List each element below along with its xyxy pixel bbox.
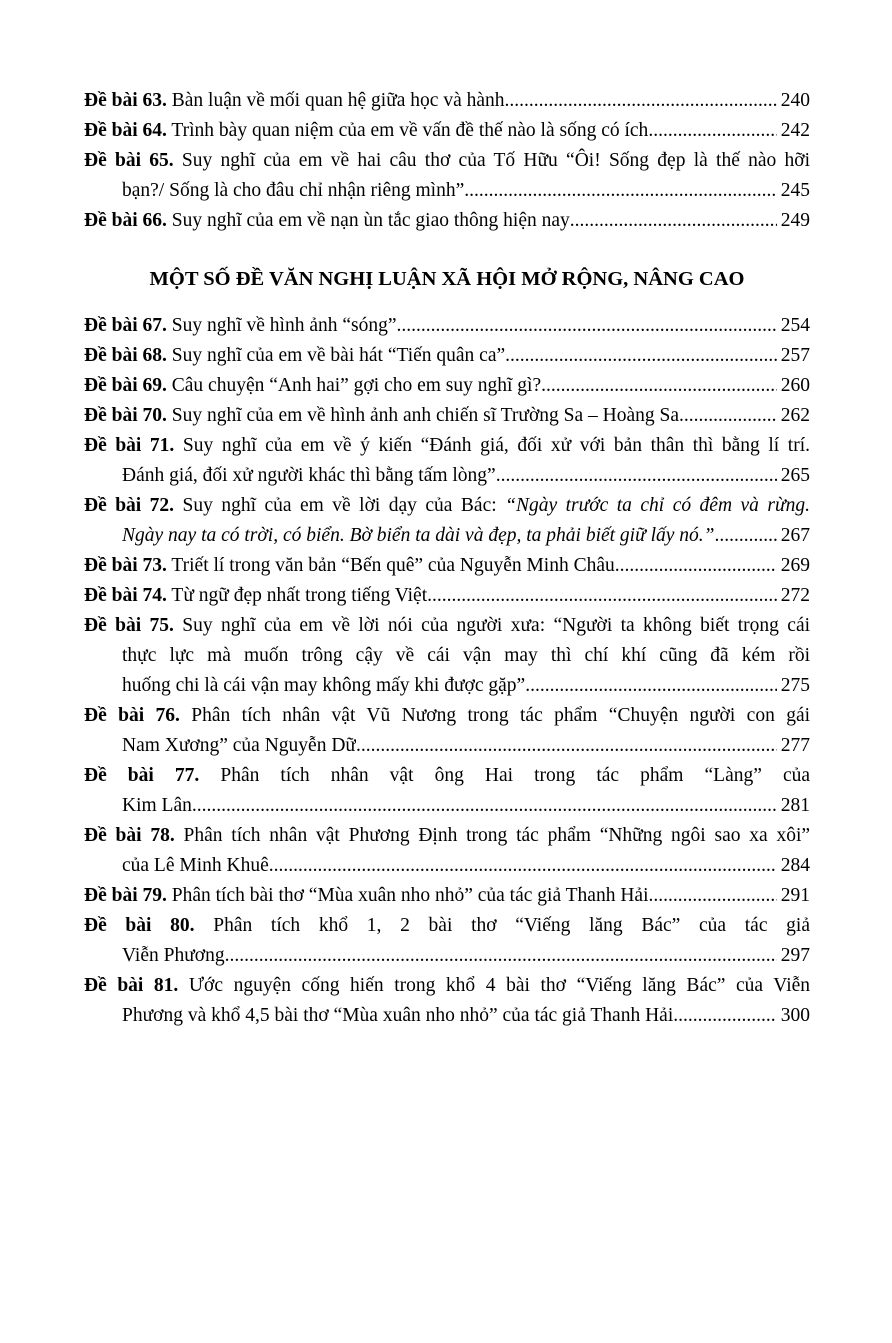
toc-entry [84,431,810,491]
toc-entry-line [122,731,810,761]
toc-entry [84,146,810,206]
toc-entry-label: Đề bài 71. [84,435,175,456]
toc-entry-label: Đề bài 74. [84,585,167,606]
toc-entry-text [122,851,269,881]
toc-entry-text-part: Bàn luận về mối quan hệ giữa học và hành [171,90,505,111]
toc-entry [84,761,810,821]
toc-entry-label: Đề bài 75. [84,615,174,636]
toc-entry-text [122,671,525,701]
toc-entry-label: Đề bài 78. [84,825,175,846]
dot-leader [192,791,777,821]
toc-entry-line [122,521,810,551]
toc-entry [84,206,810,236]
toc-entry-line [84,146,810,176]
toc-entry [84,611,810,701]
toc-entry-text [84,371,541,401]
toc-entry [84,311,810,341]
page-number: 245 [780,180,810,201]
toc-entry-label: Đề bài 72. [84,495,175,516]
toc-entry-label: Đề bài 77. [84,765,200,786]
page-number: 262 [780,405,810,426]
page-number: 300 [780,1005,810,1026]
toc-entry [84,371,810,401]
dot-leader [648,116,776,146]
dot-leader [356,731,777,761]
toc-entry-text-part: Ước nguyện cống hiến trong khổ 4 bài thơ “Viếng lăng Bác” của Viễn [188,975,810,996]
toc-entry-text-part: Suy nghĩ của em về ý kiến “Đánh giá, đối xử với bản thân thì bằng lí trí. [182,435,810,456]
toc-entry-text-part: Phân tích bài thơ “Mùa xuân nho nhỏ” của tác giả Thanh Hải [171,885,649,906]
toc-entry-label: Đề bài 66. [84,210,167,231]
dot-leader [679,401,777,431]
dot-leader [505,341,777,371]
toc-entry-text [122,521,715,551]
toc-entry-line [122,791,810,821]
toc-entry-text-part: Viễn Phương [122,945,225,966]
toc-entry-text [122,941,225,971]
toc-entry-text-part: Suy nghĩ của em về bài hát “Tiến quân ca” [171,345,506,366]
toc-entry-text-part: huống chi là cái vận may không mấy khi được gặp” [122,675,526,696]
toc-entry [84,581,810,611]
page-number: 242 [780,120,810,141]
toc-entry-label: Đề bài 63. [84,90,167,111]
toc-entry-label: Đề bài 67. [84,315,167,336]
toc-entry-text [84,881,648,911]
toc-entry-text-part: Trình bày quan niệm của em về vấn đề thế nào là sống có ích [171,120,649,141]
toc-entry-text-part: Phương và khổ 4,5 bài thơ “Mùa xuân nho nhỏ” của tác giả Thanh Hải [122,1005,674,1026]
page-number: 297 [780,945,810,966]
toc-entry-text [84,581,427,611]
toc-entry [84,821,810,881]
toc-entry-text-part: “Ngày trước ta chỉ có đêm và rừng. [505,495,810,516]
toc-entry-text [84,116,648,146]
toc-entry-label: Đề bài 68. [84,345,167,366]
toc-entry [84,701,810,761]
toc-entry-line [84,971,810,1001]
page-number: 275 [780,675,810,696]
dot-leader [525,671,777,701]
toc-entry-line [84,371,810,401]
toc-entry-text-part: Suy nghĩ của em về lời nói của người xưa: “Người ta không biết trọng cái [182,615,810,636]
toc-entry-line [122,461,810,491]
section-title: MỘT SỐ ĐỀ VĂN NGHỊ LUẬN XÃ HỘI MỞ RỘNG, NÂNG CAO [149,268,745,290]
toc-entry-text-part: Câu chuyện “Anh hai” gợi cho em suy nghĩ gì? [171,375,542,396]
toc-entry [84,116,810,146]
toc-entry-text [122,731,356,761]
toc-entry-text-part: Đánh giá, đối xử người khác thì bằng tấm lòng” [122,465,496,486]
toc-entry-text-part: Suy nghĩ của em về hai câu thơ của Tố Hữu “Ôi! Sống đẹp là thế nào hỡi [181,150,810,171]
toc-entry-text [122,791,192,821]
dot-leader [427,581,777,611]
toc-entry-text-part: Nam Xương” của Nguyễn Dữ [122,735,356,756]
toc-entry-line [84,401,810,431]
toc-entry-text [122,176,464,206]
toc-entry-line [84,86,810,116]
page-number: 281 [780,795,810,816]
toc-entry-text-part: bạn?/ Sống là cho đâu chỉ nhận riêng mình” [122,180,465,201]
toc-entry-text [122,1001,673,1031]
toc-entry-label: Đề bài 79. [84,885,167,906]
toc-entry-line [122,176,810,206]
toc-entry-text [84,341,505,371]
toc-entry-text-part: Ngày nay ta có trời, có biển. Bờ biển ta dài và đẹp, ta phải biết giữ lấy nó.” [122,525,715,546]
page-number: 269 [780,555,810,576]
toc-entry [84,491,810,551]
page-number: 257 [780,345,810,366]
toc-entry-text [84,311,397,341]
dot-leader [541,371,777,401]
toc-entry-text-part: Kim Lân [122,795,192,816]
page-number: 265 [780,465,810,486]
toc-entry-text-part: của Lê Minh Khuê [122,855,269,876]
page-number: 260 [780,375,810,396]
toc-entry [84,911,810,971]
toc-entry-text [122,461,496,491]
toc-entry-line [84,761,810,791]
toc-entry-text-part: Phân tích nhân vật ông Hai trong tác phẩm “Làng” của [220,765,810,786]
dot-leader [496,461,777,491]
dot-leader [397,311,777,341]
toc-entry-text-part: Triết lí trong văn bản “Bến quê” của Nguyễn Minh Châu [171,555,615,576]
toc-entry-label: Đề bài 70. [84,405,167,426]
toc-entry-label: Đề bài 65. [84,150,174,171]
page-number: 249 [780,210,810,231]
page-number: 254 [780,315,810,336]
toc-entry-line [84,551,810,581]
page-number: 291 [780,885,810,906]
toc-entry-label: Đề bài 69. [84,375,167,396]
toc-entry-text-part: thực lực mà muốn trông cậy về cái vận may thì chí khí cũng đã kém rồi [122,645,810,666]
toc-group-basic [84,86,810,236]
toc-entry-line [84,311,810,341]
toc-entry-line [84,581,810,611]
toc-entry-text-part: Suy nghĩ của em về lời dạy của Bác: [182,495,506,516]
toc-entry-line [84,881,810,911]
toc-entry-line [84,821,810,851]
toc-entry-text [84,206,570,236]
dot-leader [648,881,776,911]
toc-entry-line [84,491,810,521]
toc-entry-line [122,1001,810,1031]
page-number: 267 [780,525,810,546]
toc-entry-label: Đề bài 81. [84,975,179,996]
toc-entry-text [84,86,505,116]
toc-group-extended [84,311,810,1031]
toc-entry-text-part: Phân tích khổ 1, 2 bài thơ “Viếng lăng Bác” của tác giả [213,915,810,936]
toc-entry-line [84,116,810,146]
toc-entry-line [122,851,810,881]
dot-leader [715,521,777,551]
page-number: 277 [780,735,810,756]
toc-entry-text [84,551,615,581]
dot-leader [269,851,777,881]
toc-entry [84,401,810,431]
toc-entry-text-part: Suy nghĩ về hình ảnh “sóng” [171,315,397,336]
toc-entry-text-part: Suy nghĩ của em về nạn ùn tắc giao thông hiện nay [171,210,570,231]
toc-entry-line [122,941,810,971]
toc-entry-text [84,401,679,431]
toc-entry [84,881,810,911]
toc-entry-line [84,431,810,461]
dot-leader [615,551,777,581]
toc-entry-line [122,671,810,701]
toc-entry [84,86,810,116]
page-number: 240 [780,90,810,111]
toc-entry-line [84,206,810,236]
page-number: 284 [780,855,810,876]
dot-leader [464,176,777,206]
toc-entry-line [122,641,810,671]
toc-entry [84,971,810,1031]
toc-entry-text-part: Từ ngữ đẹp nhất trong tiếng Việt [171,585,428,606]
toc-entry-text-part: Suy nghĩ của em về hình ảnh anh chiến sĩ Trường Sa – Hoàng Sa [171,405,679,426]
toc-entry-label: Đề bài 76. [84,705,180,726]
dot-leader [505,86,777,116]
page-number: 272 [780,585,810,606]
toc-entry-text-part: Phân tích nhân vật Phương Định trong tác phẩm “Những ngôi sao xa xôi” [183,825,810,846]
toc-entry-line [84,911,810,941]
toc-entry [84,551,810,581]
toc-entry-label: Đề bài 73. [84,555,167,576]
dot-leader [570,206,777,236]
toc-entry-line [84,611,810,641]
toc-entry-label: Đề bài 64. [84,120,167,141]
toc-entry-line [84,341,810,371]
dot-leader [225,941,777,971]
toc-entry-line [84,701,810,731]
dot-leader [673,1001,777,1031]
toc-entry [84,341,810,371]
toc-entry-text-part: Phân tích nhân vật Vũ Nương trong tác phẩm “Chuyện người con gái [191,705,810,726]
toc-entry-label: Đề bài 80. [84,915,195,936]
